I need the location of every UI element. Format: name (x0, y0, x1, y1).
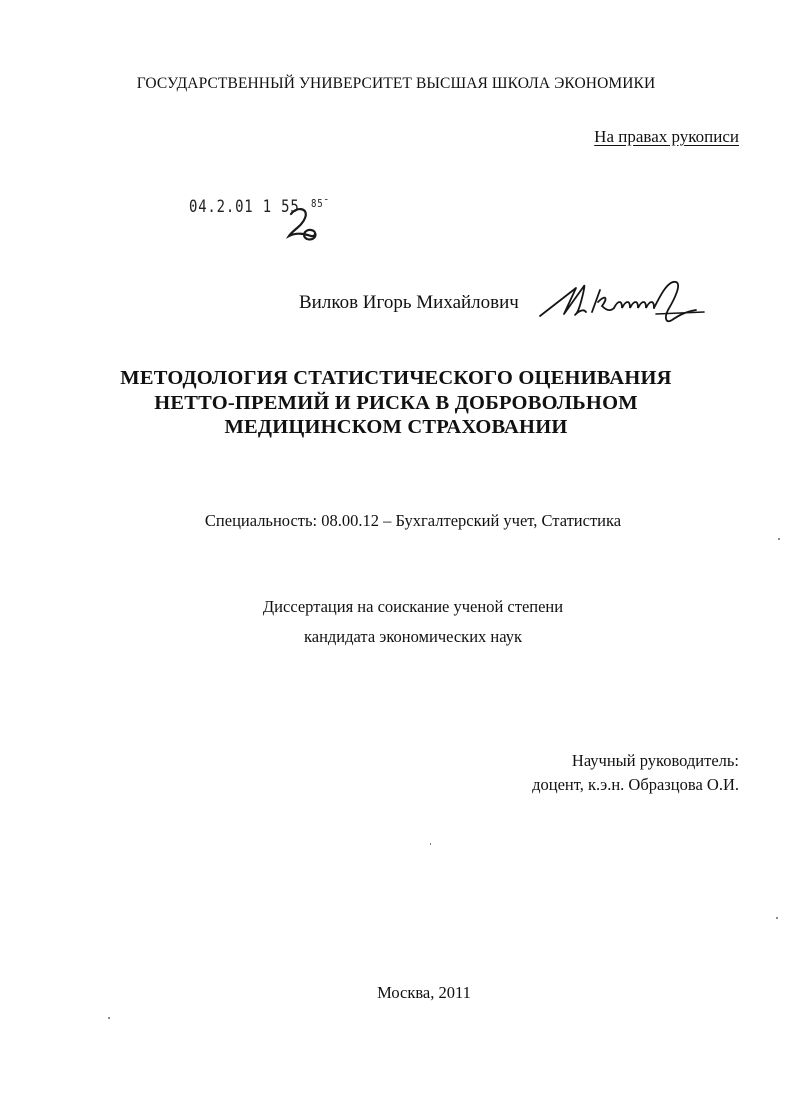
registration-stamp: 04.2.01 1 55 $^{85​¯}$ (189, 197, 330, 217)
dissertation-title (0, 366, 792, 440)
scan-speck (776, 917, 778, 919)
specialty-line: Специальность: 08.00.12 – Бухгалтерский учет, Статистика (204, 511, 622, 530)
scan-speck (430, 843, 431, 845)
supervisor-name: доцент, к.э.н. Образцова О.И. (532, 775, 739, 794)
registration-superscript: 85 (311, 197, 324, 210)
city-year: Москва, 2011 (377, 983, 471, 1002)
supervisor-label: Научный руководитель: (571, 751, 739, 770)
manuscript-note: На правах рукописи (594, 127, 739, 146)
handwritten-mark-icon (283, 206, 323, 242)
degree-statement (0, 592, 792, 652)
scan-speck (778, 538, 780, 540)
author-name: Вилков Игорь Михайлович (299, 292, 519, 313)
registration-number: 04.2.01 1 55 (189, 197, 300, 217)
title-line-3: МЕДИЦИНСКОМ СТРАХОВАНИИ (224, 416, 568, 438)
author-signature-icon (536, 276, 706, 328)
degree-line-2: кандидата экономических наук (303, 627, 522, 646)
scan-speck (108, 1017, 110, 1019)
degree-line-1: Диссертация на соискание ученой степени (262, 597, 564, 616)
supervisor-block (532, 749, 739, 797)
title-line-1: МЕТОДОЛОГИЯ СТАТИСТИЧЕСКОГО ОЦЕНИВАНИЯ (120, 367, 672, 389)
university-name: ГОСУДАРСТВЕННЫЙ УНИВЕРСИТЕТ ВЫСШАЯ ШКОЛА ЭКОНОМИКИ (136, 75, 656, 92)
title-line-2: НЕТТО-ПРЕМИЙ И РИСКА В ДОБРОВОЛЬНОМ (154, 391, 638, 414)
